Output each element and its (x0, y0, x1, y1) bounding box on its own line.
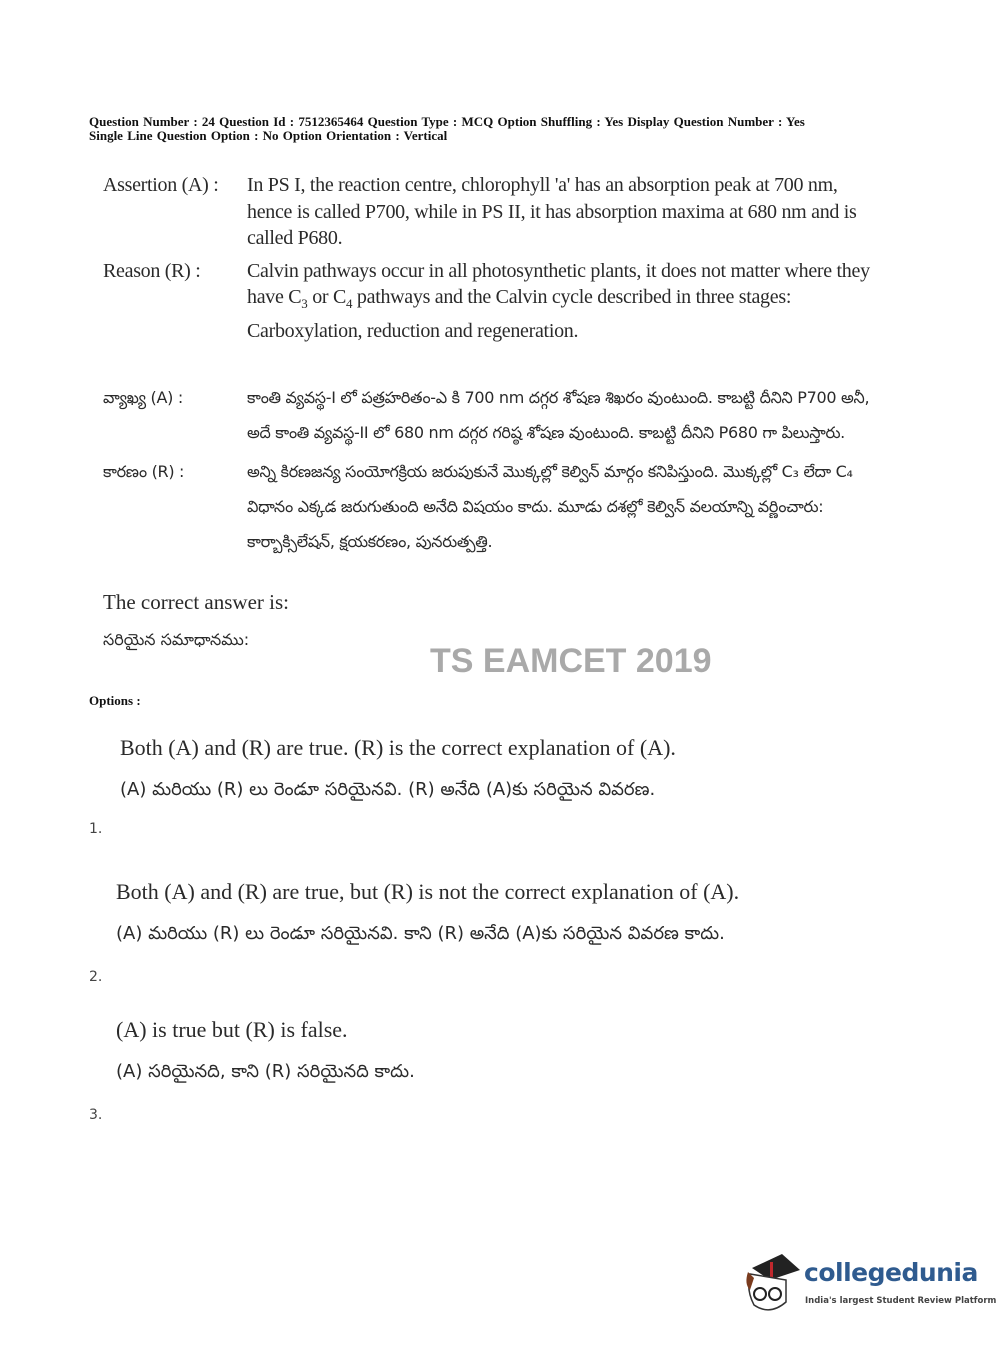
option-number: 3. (89, 1107, 103, 1123)
telugu-reason-text: అన్ని కిరణజన్య సంయోగక్రియ జరుపుకునే మొక్కల్లో కెల్విన్ మార్గం కనిపిస్తుంది. మొక్కల్లో C₃ లేదా C₄ విధానం ఎక్కడ జరుగుతుంది అనేది విషయం కాదు. మూడు దశల్లో కెల్విన్ వలయాన్ని వర్ణించారు: కార్బాక్సిలేషన్, క్షయకరణం, పునరుత్పత్తి. (247, 462, 853, 551)
mascot-icon (742, 1250, 802, 1320)
option-2[interactable] (0, 877, 941, 985)
reason-block (103, 258, 881, 345)
reason-text (247, 258, 881, 345)
logo-tagline: India's largest Student Review Platform (805, 1296, 997, 1306)
telugu-assertion-block (103, 380, 881, 450)
subscript: 4 (346, 296, 353, 311)
options-label: Options : (89, 693, 141, 708)
option-1[interactable] (0, 733, 941, 837)
metadata-line-1: Question Number : 24 Question Id : 7512365464 Question Type : MCQ Option Shuffling : Yes Display Question Number : Yes (89, 114, 805, 129)
telugu-assertion-label: వ్యాఖ్య (A) : (103, 388, 183, 407)
assertion-text: In PS I, the reaction centre, chlorophyll 'a' has an absorption peak at 700 nm, hence is called P700, while in PS II, it has absorption maxima at 680 nm and is called P680. (247, 174, 857, 249)
assertion-block (103, 172, 881, 252)
subscript: 3 (301, 296, 308, 311)
question-metadata (89, 115, 941, 143)
watermark: TS EAMCET 2019 (430, 642, 712, 680)
reason-part: Calvin pathways occur in all photosynthetic plants, it does not matter where they have C (247, 259, 870, 308)
telugu-reason-block (103, 454, 881, 559)
option-text-english: Both (A) and (R) are true. (R) is the correct explanation of (A). (120, 735, 676, 760)
prompt-english: The correct answer is: (103, 590, 289, 614)
reason-part: pathways and the Calvin cycle described in three stages: Carboxylation, reduction and regeneration. (247, 286, 792, 342)
assertion-label: Assertion (A) : (103, 174, 219, 196)
reason-part: or C (307, 286, 347, 308)
option-text-english: Both (A) and (R) are true, but (R) is not the correct explanation of (A). (116, 879, 740, 904)
telugu-reason-label: కారణం (R) : (103, 462, 185, 481)
option-text-telugu: (A) మరియు (R) లు రెండూ సరియైనవి. కాని (R) అనేది (A)కు సరియైన వివరణ కాదు. (116, 923, 725, 944)
option-text-telugu: (A) సరియైనది, కాని (R) సరియైనది కాదు. (116, 1061, 415, 1082)
prompt-telugu: సరియైన సమాధానము: (103, 630, 250, 649)
option-number: 2. (89, 969, 103, 985)
metadata-line-2: Single Line Question Option : No Option Orientation : Vertical (89, 128, 448, 143)
reason-label: Reason (R) : (103, 259, 201, 282)
logo-name: collegedunia (804, 1258, 978, 1287)
option-number: 1. (89, 821, 103, 837)
option-3[interactable] (0, 1015, 941, 1123)
option-text-telugu: (A) మరియు (R) లు రెండూ సరియైనవి. (R) అనేది (A)కు సరియైన వివరణ. (120, 779, 656, 800)
collegedunia-logo (742, 1250, 997, 1320)
telugu-assertion-text: కాంతి వ్యవస్థ-I లో పత్రహరితం-ఎ కి 700 nm దగ్గర శోషణ శిఖరం వుంటుంది. కాబట్టి దీనిని P700 అనీ, అదే కాంతి వ్యవస్థ-II లో 680 nm దగ్గర గరిష్ఠ శోషణ వుంటుంది. కాబట్టి దీనిని P680 గా పిలుస్తారు. (247, 388, 870, 442)
option-text-english: (A) is true but (R) is false. (116, 1017, 348, 1042)
